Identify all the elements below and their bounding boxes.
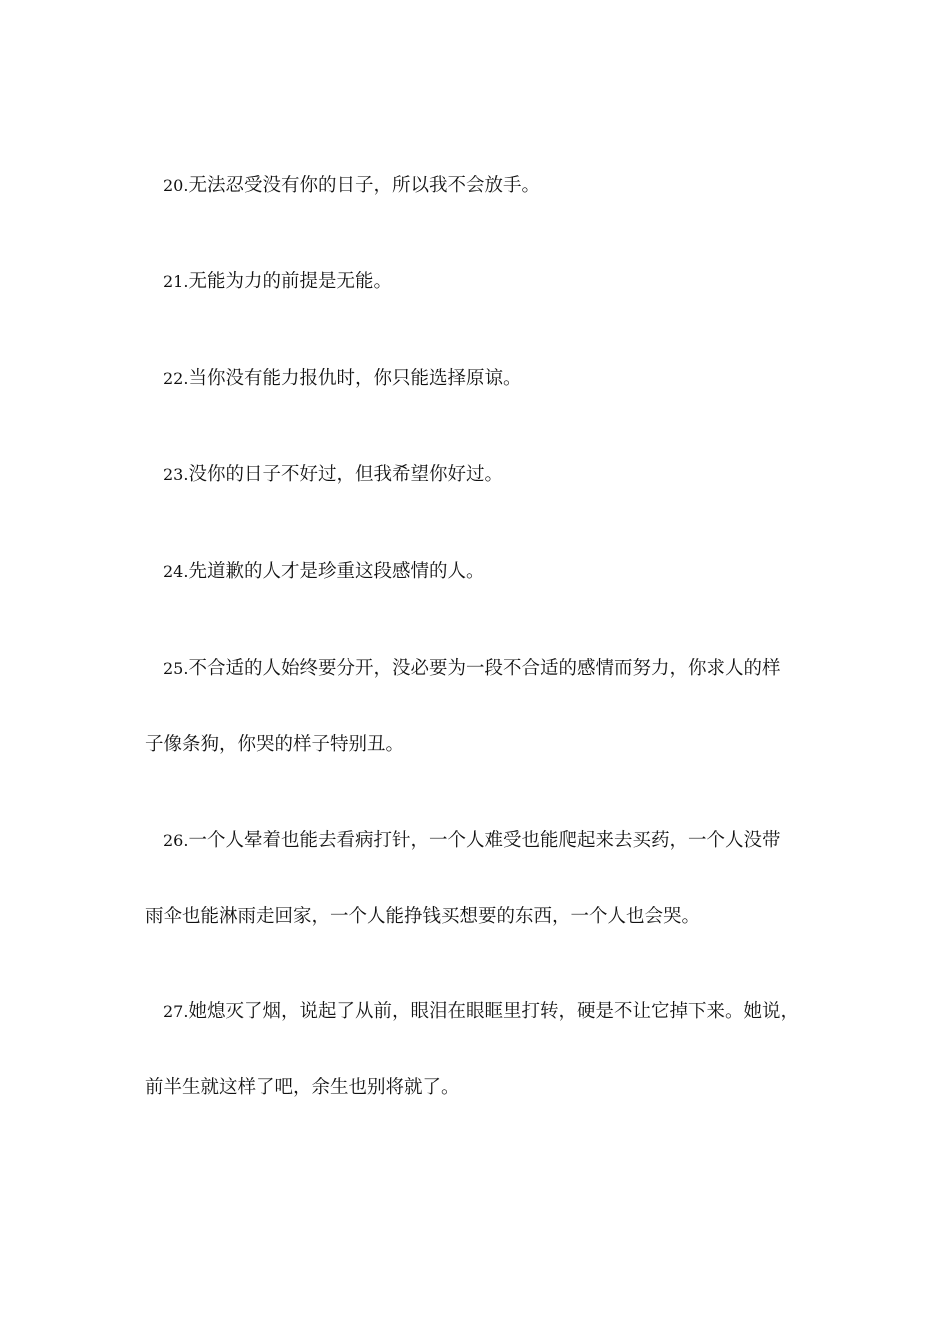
item-text: 子像条狗，你哭的样子特别丑。 xyxy=(145,734,405,755)
list-item-27 xyxy=(163,1000,799,1024)
item-text: 一个人晕着也能去看病打针，一个人难受也能爬起来去买药，一个人没带 xyxy=(188,830,781,851)
item-text: 她熄灭了烟，说起了从前，眼泪在眼眶里打转，硬是不让它掉下来。她说， xyxy=(188,1001,799,1022)
item-number: 25. xyxy=(163,659,189,678)
list-item-27-continuation xyxy=(145,1076,460,1100)
list-item-26-continuation xyxy=(145,905,700,929)
list-item-26 xyxy=(163,829,780,853)
item-text: 前半生就这样了吧，余生也别将就了。 xyxy=(145,1077,460,1098)
item-text: 不合适的人始终要分开，没必要为一段不合适的感情而努力，你求人的样 xyxy=(188,658,781,679)
item-text: 雨伞也能淋雨走回家，一个人能挣钱买想要的东西，一个人也会哭。 xyxy=(145,906,701,927)
list-item-20 xyxy=(163,174,540,198)
list-item-23 xyxy=(163,463,503,487)
item-text: 无能为力的前提是无能。 xyxy=(188,271,392,292)
list-item-22 xyxy=(163,367,521,391)
list-item-24 xyxy=(163,560,484,584)
item-text: 没你的日子不好过，但我希望你好过。 xyxy=(188,464,503,485)
list-item-21 xyxy=(163,270,392,294)
item-number: 24. xyxy=(163,562,189,581)
item-number: 26. xyxy=(163,831,189,850)
item-text: 先道歉的人才是珍重这段感情的人。 xyxy=(188,561,485,582)
item-number: 22. xyxy=(163,369,189,388)
list-item-25-continuation xyxy=(145,733,404,757)
item-text: 无法忍受没有你的日子，所以我不会放手。 xyxy=(188,175,540,196)
item-number: 20. xyxy=(163,176,189,195)
item-number: 27. xyxy=(163,1002,189,1021)
item-number: 21. xyxy=(163,272,189,291)
item-number: 23. xyxy=(163,465,189,484)
item-text: 当你没有能力报仇时，你只能选择原谅。 xyxy=(188,368,522,389)
list-item-25 xyxy=(163,657,780,681)
